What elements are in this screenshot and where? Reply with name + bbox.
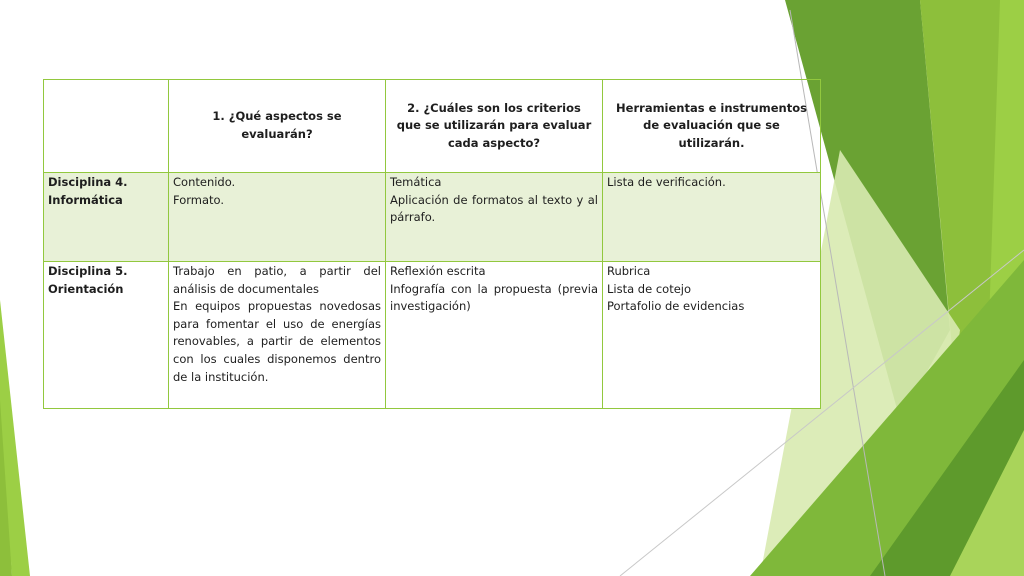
header-cell-criteria: 2. ¿Cuáles son los criterios que se utilizarán para evaluar cada aspecto? bbox=[386, 80, 603, 173]
criteria-line: Infografía con la propuesta (previa investigación) bbox=[390, 281, 598, 314]
row-label-cell bbox=[44, 262, 169, 409]
row-label-line: Orientación bbox=[48, 281, 124, 296]
criteria-line: Aplicación de formatos al texto y al párrafo. bbox=[390, 192, 598, 225]
criteria-line: Reflexión escrita bbox=[390, 264, 486, 278]
criteria-cell bbox=[386, 262, 603, 409]
tool-line: Rubrica bbox=[607, 264, 651, 278]
tools-cell bbox=[603, 173, 821, 262]
criteria-cell bbox=[386, 173, 603, 262]
header-cell-empty bbox=[44, 80, 169, 173]
aspects-cell bbox=[169, 173, 386, 262]
row-label-line: Disciplina 4. bbox=[48, 175, 128, 189]
tool-line: Lista de cotejo bbox=[607, 281, 692, 296]
row-label-cell bbox=[44, 173, 169, 262]
aspect-line: Contenido. bbox=[173, 175, 236, 189]
row-label-line: Disciplina 5. bbox=[48, 264, 128, 278]
header-cell-aspects: 1. ¿Qué aspectos se evaluarán? bbox=[169, 80, 386, 173]
evaluation-table bbox=[43, 79, 821, 409]
criteria-line: Temática bbox=[390, 175, 442, 189]
tool-line: Lista de verificación. bbox=[607, 175, 726, 189]
tool-line: Portafolio de evidencias bbox=[607, 299, 745, 314]
aspect-line: En equipos propuestas novedosas para fomentar el uso de energías renovables, a partir de elementos con los cuales disponemos dentro de la institución. bbox=[173, 299, 381, 384]
aspects-cell bbox=[169, 262, 386, 409]
row-label-line: Informática bbox=[48, 192, 123, 207]
aspect-line: Trabajo en patio, a partir del análisis de documentales bbox=[173, 264, 381, 296]
tools-cell bbox=[603, 262, 821, 409]
header-cell-tools: Herramientas e instrumentos de evaluación que se utilizarán. bbox=[603, 80, 821, 173]
table-row bbox=[44, 262, 821, 409]
aspect-line: Formato. bbox=[173, 192, 225, 207]
table-row bbox=[44, 173, 821, 262]
table-header-row bbox=[44, 80, 821, 173]
